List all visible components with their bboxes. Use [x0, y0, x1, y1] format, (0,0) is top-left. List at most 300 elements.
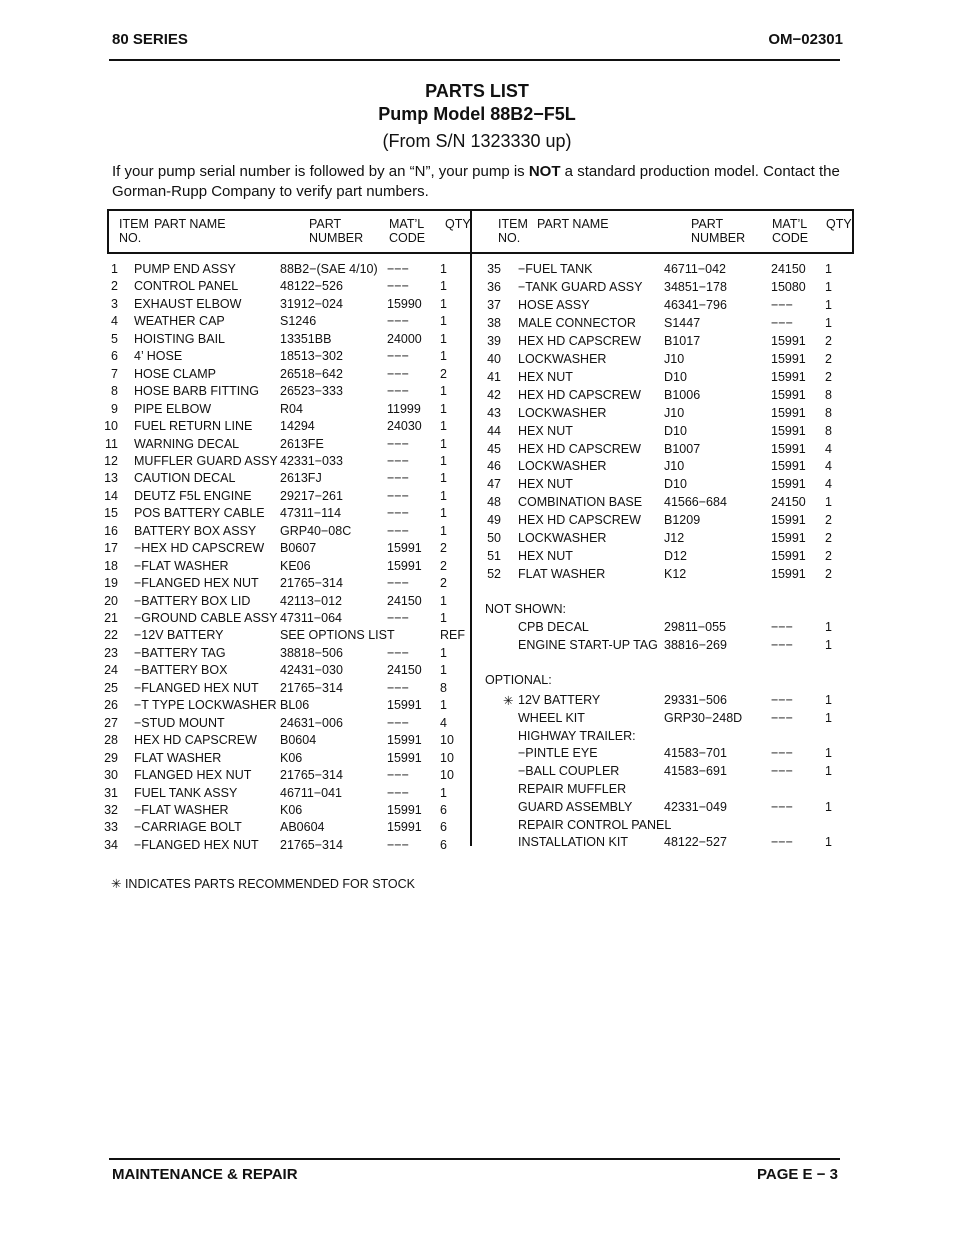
quantity: 1: [440, 384, 447, 399]
part-name: −FLANGED HEX NUT: [134, 837, 259, 852]
table-row: [0, 331, 954, 351]
table-row: [0, 549, 954, 566]
material-code: −−−: [387, 384, 409, 399]
quantity: 1: [440, 419, 447, 434]
material-code: 15991: [387, 558, 422, 573]
part-number: 42431−030: [280, 663, 343, 678]
material-code: −−−: [771, 835, 793, 850]
material-code: −−−: [387, 262, 409, 276]
part-number: 48122−527: [664, 835, 727, 850]
part-name: HOSE CLAMP: [134, 366, 216, 381]
part-number: 29811−055: [664, 620, 726, 634]
item-number: 32: [104, 802, 118, 817]
footer-section: MAINTENANCE & REPAIR: [112, 1166, 298, 1183]
part-number: B0604: [280, 733, 317, 748]
part-name: HEX NUT: [518, 369, 573, 384]
item-number: 12: [104, 453, 118, 468]
part-name: WARNING DECAL: [134, 436, 240, 451]
material-code: −−−: [771, 764, 793, 779]
item-number: 8: [111, 384, 118, 399]
material-code: −−−: [387, 523, 409, 538]
part-number: GRP40−08C: [280, 523, 352, 538]
table-row: [0, 477, 954, 494]
part-number: 88B2−(SAE 4/10): [280, 262, 378, 276]
material-code: 15991: [771, 423, 806, 438]
quantity: 2: [440, 366, 447, 381]
part-name: CAUTION DECAL: [134, 471, 236, 486]
part-name: −BATTERY TAG: [134, 645, 226, 660]
part-name: −FLANGED HEX NUT: [134, 680, 259, 695]
part-number: 42113−012: [280, 593, 342, 608]
table-row: [0, 693, 954, 713]
material-code: −−−: [387, 436, 409, 451]
quantity: 1: [440, 453, 447, 468]
part-number: J12: [664, 531, 685, 546]
quantity: 2: [440, 558, 447, 573]
quantity: 6: [440, 820, 447, 835]
material-code: 15991: [771, 513, 806, 528]
material-code: 15991: [771, 477, 806, 492]
part-number: 48122−526: [280, 279, 343, 294]
material-code: 15991: [387, 820, 422, 835]
table-row: [0, 388, 954, 405]
right-col-name-header: PART NAME: [537, 217, 609, 231]
item-number: 52: [487, 567, 501, 582]
header-series: 80 SERIES: [112, 31, 188, 48]
part-number: K12: [664, 567, 687, 582]
material-code: −−−: [771, 746, 793, 761]
right-col-qty-header: QTY: [826, 217, 852, 231]
quantity: 1: [440, 401, 447, 416]
quantity: 1: [440, 488, 447, 503]
part-name: FLANGED HEX NUT: [134, 768, 252, 783]
part-number: 38816−269: [664, 638, 727, 652]
part-name: −12V BATTERY: [134, 628, 224, 643]
table-row: [0, 818, 954, 835]
part-name: BATTERY BOX ASSY: [134, 523, 257, 538]
part-number: S1447: [664, 315, 701, 330]
part-name: −FLANGED HEX NUT: [134, 576, 259, 591]
left-col-qty-header: QTY: [445, 217, 471, 231]
quantity: 8: [825, 387, 832, 402]
part-number: 41583−691: [664, 764, 727, 779]
table-row: [0, 459, 954, 476]
material-code: −−−: [771, 638, 793, 652]
quantity: 1: [825, 693, 832, 707]
left-col-part-header: PART NUMBER: [309, 217, 364, 245]
part-name: HOISTING BAIL: [134, 331, 225, 346]
part-name: LOCKWASHER: [518, 405, 607, 420]
table-row: [0, 782, 954, 799]
item-number: 37: [487, 297, 501, 312]
material-code: −−−: [771, 620, 793, 634]
part-name: −HEX HD CAPSCREW: [134, 541, 265, 556]
table-row: [0, 262, 954, 279]
pump-model-title: Pump Model 88B2−F5L: [378, 104, 576, 124]
left-col-name-header: PART NAME: [154, 217, 226, 231]
item-number: 14: [104, 488, 118, 503]
item-number: 22: [104, 628, 118, 643]
table-row: [0, 800, 954, 817]
quantity: 8: [825, 405, 832, 420]
part-name: COMBINATION BASE: [518, 495, 643, 510]
material-code: 24150: [387, 663, 422, 678]
stock-star-icon: ✳: [503, 694, 514, 708]
serial-range-subtitle: (From S/N 1323330 up): [382, 131, 572, 151]
quantity: 1: [825, 495, 832, 510]
item-number: 30: [104, 768, 118, 783]
part-number: 34851−178: [664, 279, 727, 294]
quantity: 2: [825, 513, 832, 528]
item-number: 25: [104, 680, 118, 695]
part-name: −GROUND CABLE ASSY: [134, 611, 278, 625]
quantity: 1: [440, 645, 447, 660]
item-number: 45: [487, 441, 501, 456]
part-name: INSTALLATION KIT: [518, 835, 628, 850]
quantity: 1: [440, 436, 447, 451]
table-row: [0, 638, 954, 655]
material-code: 11999: [387, 401, 421, 416]
part-number: D12: [664, 549, 687, 564]
part-number: 46711−041: [280, 785, 342, 800]
item-number: 28: [104, 733, 118, 748]
page-title: PARTS LIST: [425, 81, 529, 101]
part-name: −STUD MOUNT: [134, 715, 225, 730]
table-row: [0, 567, 954, 584]
part-number: 41566−684: [664, 495, 727, 510]
table-row: [0, 620, 954, 637]
item-number: 4: [111, 314, 118, 329]
part-name: FUEL TANK ASSY: [134, 785, 238, 800]
part-name: POS BATTERY CABLE: [134, 506, 265, 521]
part-number: 26523−333: [280, 384, 343, 399]
material-code: −−−: [387, 314, 409, 329]
item-number: 17: [104, 541, 118, 556]
table-row: [0, 594, 954, 611]
part-name: −FLAT WASHER: [134, 558, 229, 573]
quantity: 1: [825, 764, 832, 779]
quantity: 4: [440, 715, 447, 730]
material-code: 15991: [771, 459, 806, 474]
quantity: 1: [825, 620, 832, 634]
material-code: 15991: [771, 333, 806, 348]
part-name: FLAT WASHER: [134, 750, 222, 765]
material-code: 15991: [387, 698, 422, 713]
part-name: HEX NUT: [518, 423, 573, 438]
table-row: [0, 495, 954, 512]
material-code: 24150: [771, 262, 806, 276]
quantity: 1: [440, 611, 447, 625]
not-shown-label: NOT SHOWN:: [485, 602, 567, 616]
part-name: REPAIR CONTROL PANEL: [518, 817, 672, 832]
part-name: HOSE ASSY: [518, 297, 590, 312]
item-number: 36: [487, 279, 501, 294]
quantity: 2: [440, 541, 447, 556]
quantity: 2: [825, 351, 832, 366]
part-number: 21765−314: [280, 837, 343, 852]
intro-paragraph: [112, 162, 847, 202]
part-name: GUARD ASSEMBLY: [518, 799, 633, 814]
part-number: 31912−024: [280, 296, 343, 311]
item-number: 2: [111, 279, 118, 294]
part-name: LOCKWASHER: [518, 459, 607, 474]
item-number: 1: [111, 262, 118, 276]
quantity: 1: [440, 785, 447, 800]
right-col-mat-header: MAT’L CODE: [772, 217, 809, 245]
part-number: K06: [280, 750, 303, 765]
part-number: 18513−302: [280, 349, 343, 364]
part-number: 2613FE: [280, 436, 324, 451]
material-code: −−−: [387, 366, 409, 381]
item-number: 20: [104, 593, 118, 608]
material-code: −−−: [387, 680, 409, 695]
part-name: HEX HD CAPSCREW: [518, 387, 641, 402]
item-number: 7: [111, 366, 118, 381]
part-number: K06: [280, 802, 303, 817]
part-name: HEX NUT: [518, 549, 573, 564]
table-row: [0, 531, 954, 548]
quantity: 2: [825, 531, 832, 546]
item-number: 24: [104, 663, 118, 678]
quantity: 2: [825, 333, 832, 348]
part-number: D10: [664, 369, 687, 384]
quantity: 10: [440, 768, 454, 783]
material-code: −−−: [771, 799, 793, 814]
quantity: 1: [825, 710, 832, 725]
part-name: CONTROL PANEL: [134, 279, 239, 294]
part-name: −TANK GUARD ASSY: [518, 279, 643, 294]
part-number: 46341−796: [664, 297, 727, 312]
quantity: 1: [440, 296, 447, 311]
quantity: 1: [825, 279, 832, 294]
table-row: [0, 663, 954, 680]
part-name: −PINTLE EYE: [518, 746, 598, 761]
part-number: B1209: [664, 513, 701, 528]
left-col-mat-header: MAT’L CODE: [389, 217, 426, 245]
part-name: PUMP END ASSY: [134, 262, 236, 276]
part-number: B0607: [280, 541, 317, 556]
part-name: WHEEL KIT: [518, 710, 585, 725]
quantity: 1: [825, 835, 832, 850]
part-name: DEUTZ F5L ENGINE: [134, 488, 252, 503]
part-name: ENGINE START-UP TAG: [518, 638, 658, 652]
part-name: LOCKWASHER: [518, 531, 607, 546]
part-number: 21765−314: [280, 576, 343, 591]
part-name: MALE CONNECTOR: [518, 315, 636, 330]
material-code: 15991: [771, 387, 806, 402]
item-number: 38: [487, 315, 501, 330]
part-name: CPB DECAL: [518, 620, 589, 634]
material-code: 15991: [771, 567, 806, 582]
item-number: 3: [111, 296, 118, 311]
quantity: 1: [440, 314, 447, 329]
part-name: −CARRIAGE BOLT: [134, 820, 242, 835]
part-number: B1007: [664, 441, 701, 456]
item-number: 31: [104, 785, 118, 800]
material-code: 24030: [387, 419, 422, 434]
table-row: [0, 835, 954, 852]
quantity: 10: [440, 750, 454, 765]
material-code: −−−: [387, 349, 409, 364]
table-row: [0, 316, 954, 333]
material-code: −−−: [387, 645, 409, 660]
part-number: 38818−506: [280, 645, 343, 660]
item-number: 49: [487, 513, 501, 528]
part-number: 42331−033: [280, 453, 343, 468]
part-number: 41583−701: [664, 746, 727, 761]
table-row: [0, 729, 954, 746]
material-code: −−−: [387, 279, 409, 294]
part-name: EXHAUST ELBOW: [134, 296, 242, 311]
item-number: 51: [487, 549, 501, 564]
item-number: 23: [104, 645, 118, 660]
part-number: D10: [664, 477, 687, 492]
table-row: [0, 764, 954, 781]
material-code: 15080: [771, 279, 806, 294]
item-number: 48: [487, 495, 501, 510]
material-code: 15991: [771, 549, 806, 564]
part-name: −BATTERY BOX LID: [134, 593, 251, 608]
material-code: −−−: [771, 297, 793, 312]
material-code: 15991: [771, 405, 806, 420]
quantity: 4: [825, 477, 832, 492]
part-number: KE06: [280, 558, 311, 573]
part-name: 4’ HOSE: [134, 349, 183, 364]
quantity: 10: [440, 733, 454, 748]
part-name: REPAIR MUFFLER: [518, 782, 627, 796]
material-code: −−−: [387, 453, 409, 468]
part-name: FLAT WASHER: [518, 567, 606, 582]
quantity: 1: [440, 698, 447, 713]
material-code: −−−: [771, 693, 793, 707]
item-number: 43: [487, 405, 501, 420]
quantity: 1: [440, 506, 447, 521]
part-name: MUFFLER GUARD ASSY: [134, 453, 278, 468]
part-number: J10: [664, 405, 685, 420]
part-number: GRP30−248D: [664, 710, 743, 725]
quantity: 8: [440, 680, 447, 695]
item-number: 19: [104, 576, 118, 591]
table-row: [0, 442, 954, 459]
quantity: 1: [440, 349, 447, 364]
item-number: 34: [104, 837, 118, 852]
item-number: 33: [104, 820, 118, 835]
part-number: 26518−642: [280, 366, 343, 381]
left-col-item-header: ITEM NO.: [119, 217, 149, 245]
part-number: 21765−314: [280, 680, 343, 695]
quantity: 8: [825, 423, 832, 438]
part-name: FUEL RETURN LINE: [134, 419, 253, 434]
quantity: 4: [825, 441, 832, 456]
part-name: HIGHWAY TRAILER:: [518, 728, 636, 743]
quantity: 1: [825, 638, 832, 652]
table-row: [0, 424, 954, 441]
part-name: LOCKWASHER: [518, 351, 607, 366]
part-name: HOSE BARB FITTING: [134, 384, 260, 399]
quantity: 2: [440, 576, 447, 591]
table-row: [0, 711, 954, 728]
part-number: 13351BB: [280, 331, 332, 346]
material-code: 15991: [387, 541, 422, 556]
table-row: [0, 280, 954, 297]
right-col-item-header: ITEM NO.: [498, 217, 528, 245]
part-number: J10: [664, 351, 685, 366]
table-row: [0, 406, 954, 423]
part-name: −T TYPE LOCKWASHER: [134, 698, 277, 713]
part-number: 21765−314: [280, 768, 343, 783]
table-header-divider: [470, 209, 472, 254]
material-code: −−−: [387, 471, 409, 486]
part-number: SEE OPTIONS LIST: [280, 628, 395, 643]
part-number: 47311−064: [280, 611, 342, 625]
part-number: D10: [664, 423, 687, 438]
part-name: HEX HD CAPSCREW: [518, 513, 641, 528]
quantity: 1: [440, 523, 447, 538]
quantity: 4: [825, 459, 832, 474]
material-code: 15991: [771, 441, 806, 456]
item-number: 40: [487, 351, 501, 366]
part-name: HEX HD CAPSCREW: [518, 333, 641, 348]
quantity: 1: [825, 746, 832, 761]
material-code: −−−: [387, 576, 409, 591]
part-number: B1017: [664, 333, 701, 348]
item-number: 5: [111, 331, 118, 346]
intro-text-before: If your pump serial number is followed by an “N”, your pump is: [112, 163, 529, 180]
part-name: PIPE ELBOW: [134, 401, 212, 416]
item-number: 47: [487, 477, 501, 492]
quantity: 2: [825, 549, 832, 564]
quantity: 1: [440, 331, 447, 346]
quantity: 1: [825, 262, 832, 276]
intro-text-after: a standard production model. Contact the Gorman-Rupp Company to verify part numbers.: [112, 163, 840, 200]
quantity: 1: [440, 279, 447, 294]
part-name: −BATTERY BOX: [134, 663, 228, 678]
item-number: 18: [104, 558, 118, 573]
item-number: 42: [487, 387, 501, 402]
quantity: 2: [825, 567, 832, 582]
header-rule: [109, 59, 840, 61]
part-number: 46711−042: [664, 262, 726, 276]
part-number: 42331−049: [664, 799, 727, 814]
material-code: −−−: [387, 785, 409, 800]
item-number: 15: [104, 506, 118, 521]
quantity: 1: [440, 471, 447, 486]
item-number: 41: [487, 369, 501, 384]
item-number: 10: [104, 419, 118, 434]
intro-text-bold: NOT: [528, 163, 561, 180]
part-number: 29217−261: [280, 488, 343, 503]
material-code: −−−: [771, 710, 793, 725]
material-code: 24000: [387, 331, 422, 346]
material-code: 15991: [387, 750, 422, 765]
item-number: 29: [104, 750, 118, 765]
part-number: BL06: [280, 698, 310, 713]
stock-footnote: ✳ INDICATES PARTS RECOMMENDED FOR STOCK: [111, 877, 416, 891]
material-code: −−−: [387, 715, 409, 730]
item-number: 46: [487, 459, 501, 474]
part-number: R04: [280, 401, 303, 416]
table-row: [0, 298, 954, 315]
item-number: 6: [111, 349, 118, 364]
item-number: 9: [111, 401, 118, 416]
material-code: −−−: [387, 506, 409, 521]
quantity: 6: [440, 802, 447, 817]
quantity: 2: [825, 369, 832, 384]
item-number: 26: [104, 698, 118, 713]
item-number: 16: [104, 523, 118, 538]
item-number: 50: [487, 531, 501, 546]
material-code: −−−: [387, 488, 409, 503]
